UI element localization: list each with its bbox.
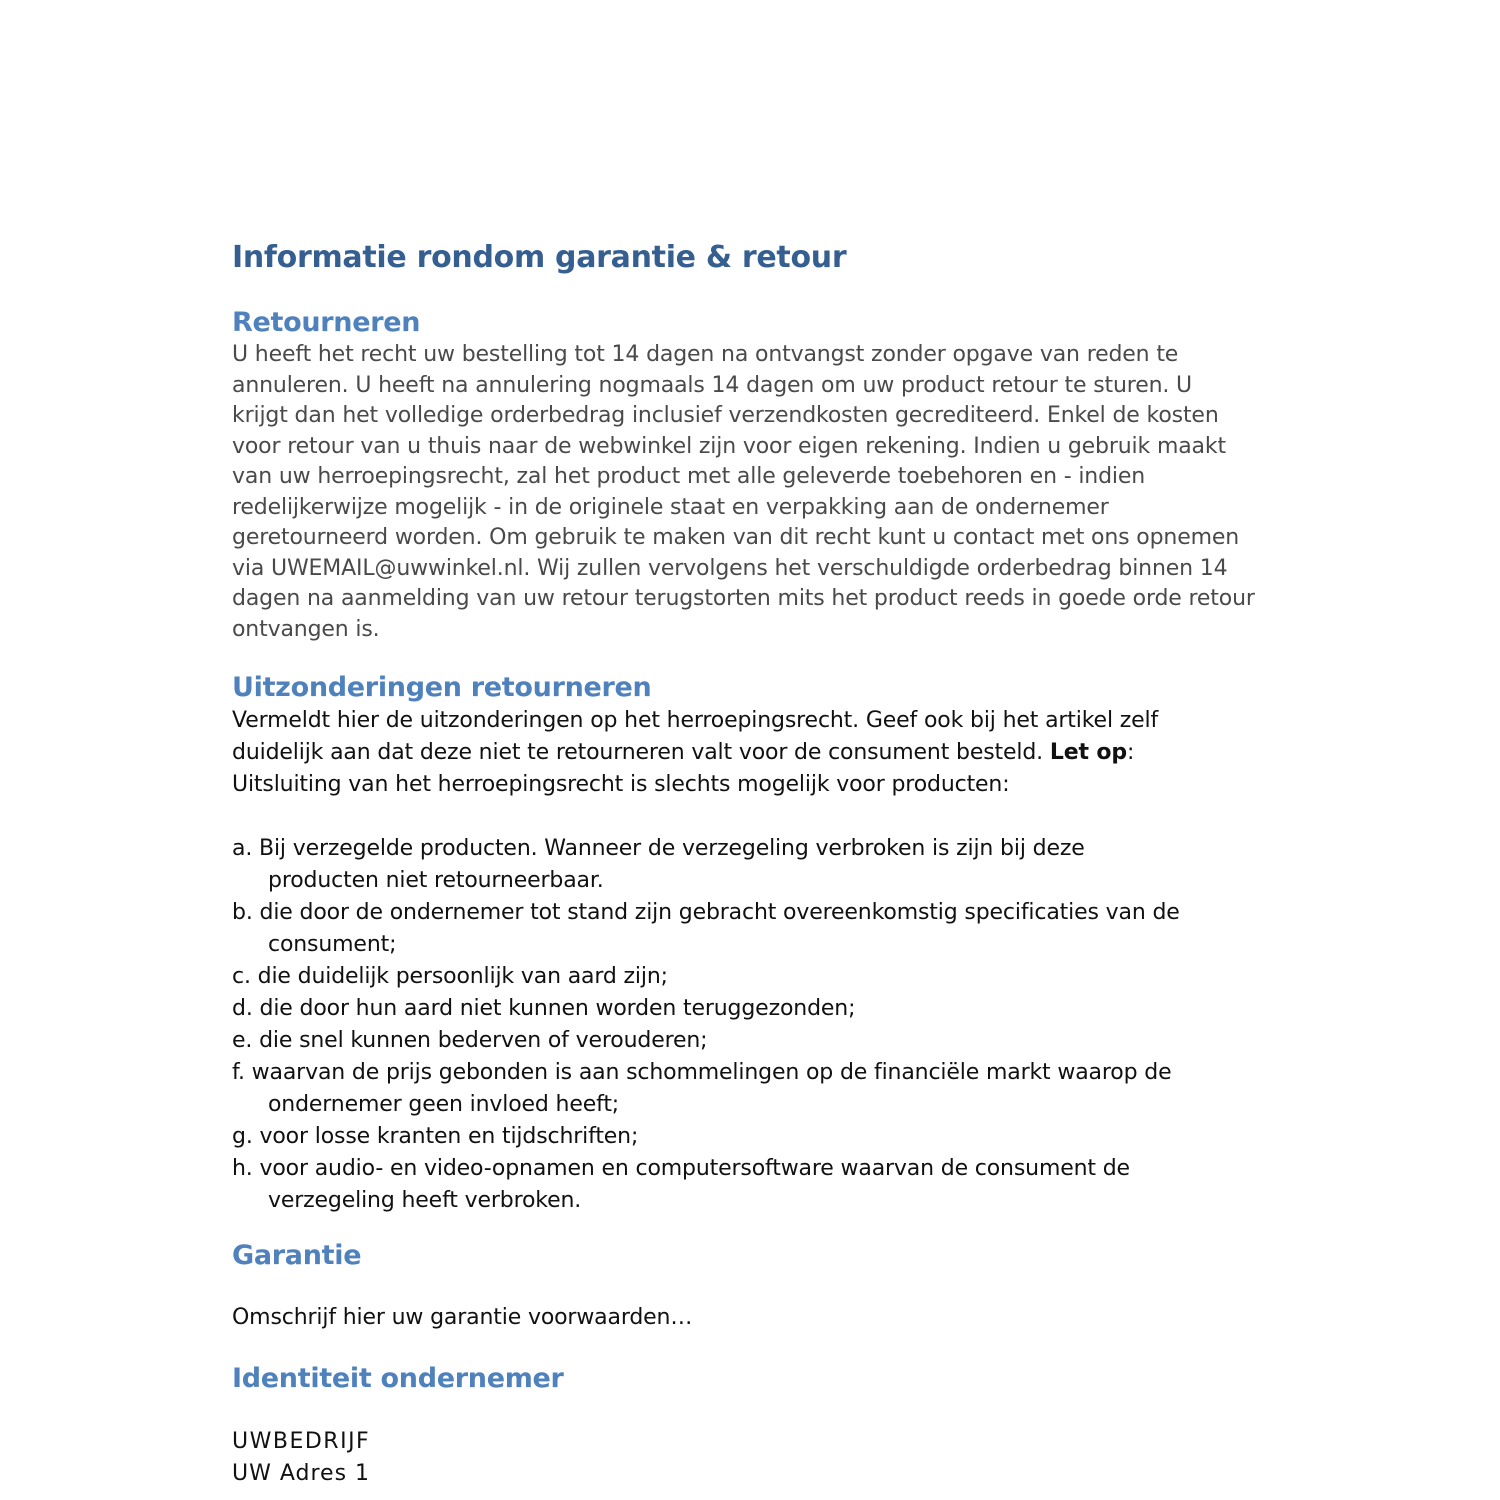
list-item-text: f. waarvan de prijs gebonden is aan schommelingen op de financiële markt waarop de (232, 1060, 1172, 1085)
garantie-text: Omschrijf hier uw garantie voorwaarden… (232, 1305, 693, 1330)
list-item-continuation: producten niet retourneerbaar. (268, 868, 604, 893)
list-item (232, 897, 1332, 961)
text-span: : (1126, 740, 1135, 765)
document-title: Informatie rondom garantie & retour (232, 240, 847, 275)
exceptions-list (232, 833, 1332, 1217)
list-item-text: c. die duidelijk persoonlijk van aard zijn; (232, 964, 668, 989)
document-page (232, 238, 1332, 1490)
text-line: voor retour van u thuis naar de webwinkel zijn voor eigen rekening. Indien u gebruik maakt (232, 433, 1226, 459)
list-item-continuation: consument; (268, 932, 397, 957)
list-item-continuation: verzegeling heeft verbroken. (268, 1188, 582, 1213)
list-item (232, 1057, 1332, 1121)
let-op-bold: Let op (1049, 740, 1127, 765)
text-line: krijgt dan het volledige orderbedrag inclusief verzendkosten gecrediteerd. Enkel de kosten (232, 403, 1219, 428)
heading-uitzonderingen: Uitzonderingen retourneren (232, 672, 652, 703)
company-name: UWBEDRIJF (232, 1428, 371, 1454)
text-line: redelijkerwijze mogelijk - in de originele staat en verpakking aan de ondernemer (232, 494, 1109, 520)
company-address: UW Adres 1 (232, 1460, 371, 1486)
retour-paragraph (232, 340, 1332, 645)
list-item-text: d. die door hun aard niet kunnen worden teruggezonden; (232, 996, 856, 1021)
heading-identiteit: Identiteit ondernemer (232, 1362, 564, 1394)
text-line: geretourneerd worden. Om gebruik te maken van dit recht kunt u contact met ons opnemen (232, 525, 1240, 550)
list-item-text: g. voor losse kranten en tijdschriften; (232, 1124, 639, 1149)
list-item-text: a. Bij verzegelde producten. Wanneer de verzegeling verbroken is zijn bij deze (232, 836, 1085, 861)
heading-garantie: Garantie (232, 1240, 362, 1271)
uitzonderingen-paragraph (232, 705, 1332, 801)
list-item (232, 993, 1332, 1025)
text-line: ontvangen is. (232, 616, 380, 642)
list-item (232, 1153, 1332, 1217)
list-item (232, 961, 1332, 993)
text-line: van uw herroepingsrecht, zal het product met alle geleverde toebehoren en - indien (232, 464, 1146, 489)
list-item-text: b. die door de ondernemer tot stand zijn gebracht overeenkomstig specificaties van de (232, 900, 1180, 925)
text-line (232, 737, 1332, 769)
list-item (232, 1121, 1332, 1153)
list-item (232, 1025, 1332, 1057)
list-item (232, 833, 1332, 897)
text-line: U heeft het recht uw bestelling tot 14 dagen na ontvangst zonder opgave van reden te (232, 342, 1179, 367)
heading-retourneren: Retourneren (232, 307, 421, 338)
list-item-text: h. voor audio- en video-opnamen en computersoftware waarvan de consument de (232, 1156, 1130, 1181)
text-line: Uitsluiting van het herroepingsrecht is slechts mogelijk voor producten: (232, 772, 1010, 797)
text-line: dagen na aanmelding van uw retour terugstorten mits het product reeds in goede orde retour (232, 586, 1255, 611)
text-line: via UWEMAIL@uwwinkel.nl. Wij zullen vervolgens het verschuldigde orderbedrag binnen 14 (232, 555, 1228, 581)
list-item-text: e. die snel kunnen bederven of verouderen; (232, 1028, 708, 1053)
text-span: duidelijk aan dat deze niet te retourneren valt voor de consument besteld. (232, 740, 1050, 765)
list-item-continuation: ondernemer geen invloed heeft; (268, 1092, 620, 1117)
text-line: Vermeldt hier de uitzonderingen op het herroepingsrecht. Geef ook bij het artikel zelf (232, 708, 1159, 733)
text-line: annuleren. U heeft na annulering nogmaals 14 dagen om uw product retour te sturen. U (232, 372, 1193, 398)
